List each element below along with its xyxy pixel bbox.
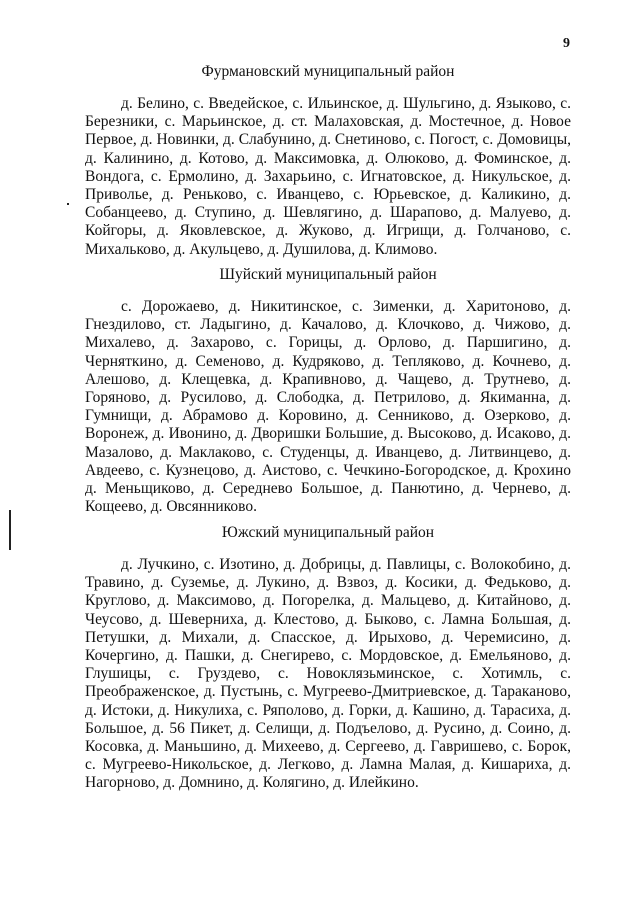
settlement-list: с. Дорожаево, д. Никитинское, с. Зименки, д. Харитоново, д. Гнездилово, ст. Ладыгино, д. Качалово, д. Клочково, д. Чижово, д. Михалево, д. Захарово, с. Горицы, д. Орлово, д. Паршигино, д. Черняткино, д. Семеново, д. Кудряково, д. Тепляково, д. Кочнево, д. Алешово, д. Клещевка, д. Крапивново, д. Чащево, д. Трутнево, д. Горяново, д. Русилово, д. Слободка, д. Петрилово, д. Якиманна, д. Гумнищи, д. Абрамово д. Коровино, д. Сенниково, д. Озерково, д. Воронеж, д. Ивонино, д. Дворишки Большие, д. Высоково, д. Исаково, д. Мазалово, д. Маклаково, с. Студенцы, д. Иванцево, д. Литвинцево, д. Авдеево, с. Кузнецово, д. Аистово, с. Чечкино-Богородское, д. Крохино д. Меньщиково, д. Середнево Большое, д. Панютино, д. Чернево, д. Кощеево, д. Овсянниково. bbox=[85, 298, 571, 516]
section-furmanov-district bbox=[85, 62, 571, 259]
section-shuya-district bbox=[85, 265, 571, 516]
page-number: 9 bbox=[563, 36, 570, 51]
settlement-list: д. Белино, с. Введейское, с. Ильинское, д. Шульгино, д. Языково, с. Березники, с. Марьинское, д. ст. Малаховская, д. Мостечное, д. Новое Первое, д. Новинки, д. Слабунино, д. Снетиново, с. Погост, с. Домовицы, д. Калинино, д. Котово, д. Максимовка, д. Олюково, д. Фоминское, д. Вондога, с. Ермолино, д. Захарьино, с. Игнатовское, д. Никульское, д. Приволье, д. Реньково, с. Иванцево, с. Юрьевское, д. Каликино, д. Собанцеево, д. Ступино, д. Шевлягино, д. Шарапово, д. Малуево, д. Койгоры, д. Яковлевское, д. Жуково, д. Игрищи, д. Голчаново, с. Михальково, д. Акульцево, д. Душилова, д. Климово. bbox=[85, 95, 571, 258]
scan-artifact-dot bbox=[67, 203, 69, 205]
section-title: Шуйский муниципальный район bbox=[219, 266, 437, 283]
settlement-list: д. Лучкино, с. Изотино, д. Добрицы, д. Павлицы, с. Волокобино, д. Травино, д. Суземье, д. Лукино, д. Взвоз, д. Косики, д. Федьково, д. Круглово, д. Максимово, д. Погорелка, д. Мальцево, д. Китайново, д. Чеусово, д. Шеверниха, д. Клестово, д. Быково, с. Ламна Большая, д. Петушки, д. Михали, д. Спасское, д. Ирыхово, д. Черемисино, д. Кочергино, д. Пашки, д. Снегирево, с. Мордовское, д. Емельяново, д. Глушицы, с. Груздево, с. Новоклязьминское, с. Хотимль, с. Преображенское, д. Пустынь, с. Мугреево-Дмитриевское, д. Тараканово, д. Истоки, д. Никулиха, с. Ряполово, д. Горки, д. Кашино, д. Тарасиха, д. Большое, д. 56 Пикет, д. Селищи, д. Подъелово, д. Русино, д. Соино, д. Косовка, д. Маньшино, д. Михеево, д. Сергеево, д. Гавришево, с. Борок, с. Мугреево-Никольское, д. Легково, д. Ламна Малая, д. Кишариха, д. Нагорново, д. Домнино, д. Колягино, д. Илейкино. bbox=[85, 556, 571, 792]
scan-artifact-line bbox=[9, 510, 11, 550]
section-yuzha-district bbox=[85, 523, 571, 793]
section-title: Фурмановский муниципальный район bbox=[201, 63, 455, 80]
section-title: Южский муниципальный район bbox=[221, 524, 435, 541]
